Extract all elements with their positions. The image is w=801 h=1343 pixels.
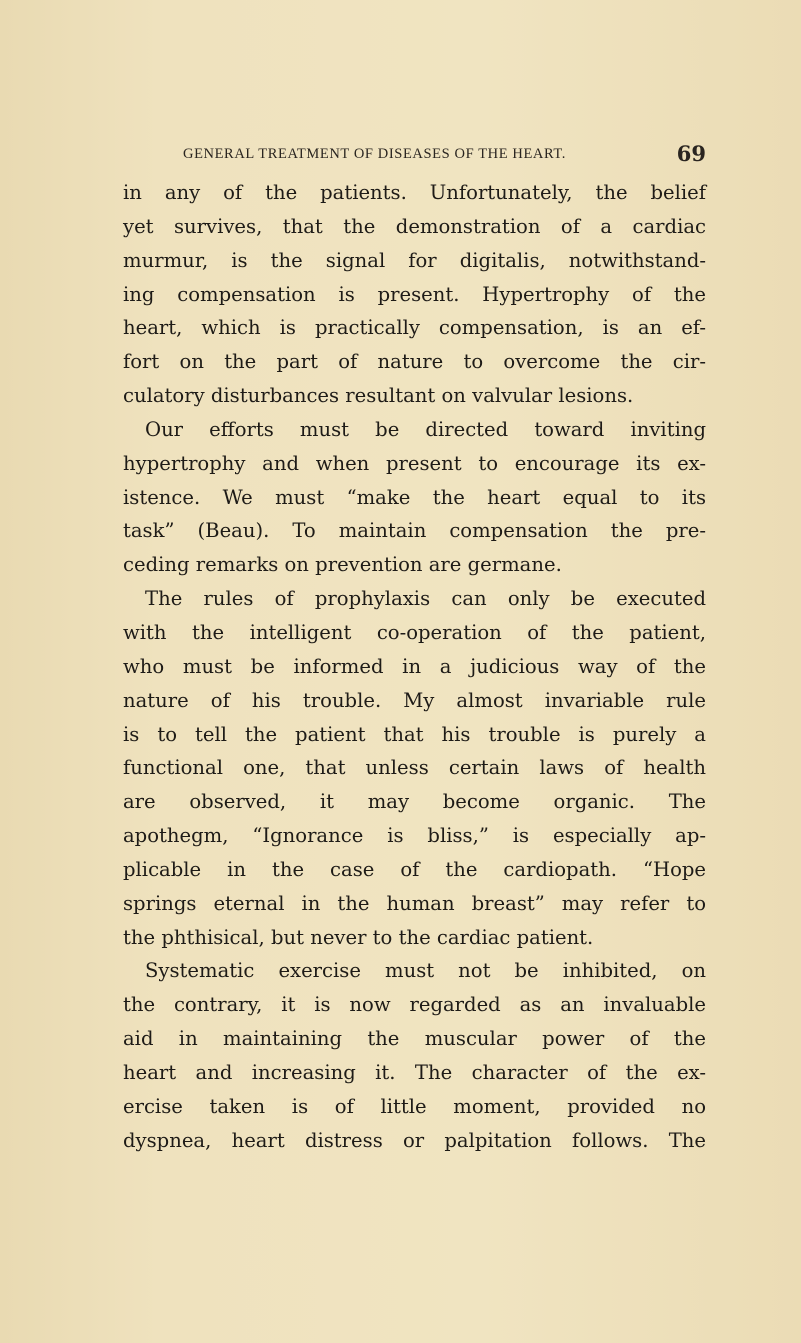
text-line: ing compensation is present. Hypertrophy of the (123, 282, 706, 306)
text-line: heart and increasing it. The character of the ex- (123, 1060, 706, 1084)
text-line: dyspnea, heart distress or palpitation follows. The (123, 1128, 706, 1152)
page-header (183, 142, 706, 166)
text-line: aid in maintaining the muscular power of the (123, 1027, 706, 1051)
text-line: springs eternal in the human breast” may refer to (123, 891, 706, 915)
text-line: functional one, that unless certain laws of health (123, 756, 706, 780)
text-line: the contrary, it is now regarded as an invaluable (123, 993, 706, 1017)
paragraph (123, 176, 706, 413)
text-line: ercise taken is of little moment, provided no (123, 1094, 706, 1118)
running-title: GENERAL TREATMENT OF DISEASES OF THE HEART. (183, 146, 567, 162)
text-line: Systematic exercise must not be inhibited, on (145, 959, 706, 983)
paragraph (123, 582, 706, 954)
text-line: fort on the part of nature to overcome the cir- (123, 350, 706, 374)
text-line: murmur, is the signal for digitalis, notwithstand- (123, 248, 706, 272)
text-line: istence. We must “make the heart equal to its (123, 485, 706, 509)
paragraph (123, 954, 706, 1157)
text-line: the phthisical, but never to the cardiac patient. (123, 925, 594, 949)
text-line: yet survives, that the demonstration of a cardiac (123, 214, 706, 238)
text-line: is to tell the patient that his trouble is purely a (123, 722, 706, 746)
paragraph (123, 413, 706, 582)
text-line: in any of the patients. Unfortunately, the belief (123, 181, 706, 204)
text-line: Our efforts must be directed toward inviting (145, 417, 706, 441)
text-line: hypertrophy and when present to encourage its ex- (123, 451, 706, 475)
text-line: task” (Beau). To maintain compensation the pre- (123, 519, 706, 543)
text-line: heart, which is practically compensation, is an ef- (123, 316, 706, 340)
text-line: nature of his trouble. My almost invariable rule (123, 688, 706, 712)
text-line: with the intelligent co-operation of the patient, (123, 620, 706, 644)
text-line: apothegm, “Ignorance is bliss,” is especially ap- (123, 824, 706, 848)
body-text (123, 176, 706, 1157)
text-line: ceding remarks on prevention are germane. (123, 553, 562, 577)
text-line: The rules of prophylaxis can only be executed (145, 587, 706, 611)
text-line: plicable in the case of the cardiopath. “Hope (123, 857, 706, 881)
text-line: who must be informed in a judicious way of the (123, 654, 706, 678)
text-line: culatory disturbances resultant on valvular lesions. (123, 384, 634, 408)
page-number: 69 (676, 141, 706, 166)
text-line: are observed, it may become organic. The (123, 790, 706, 814)
